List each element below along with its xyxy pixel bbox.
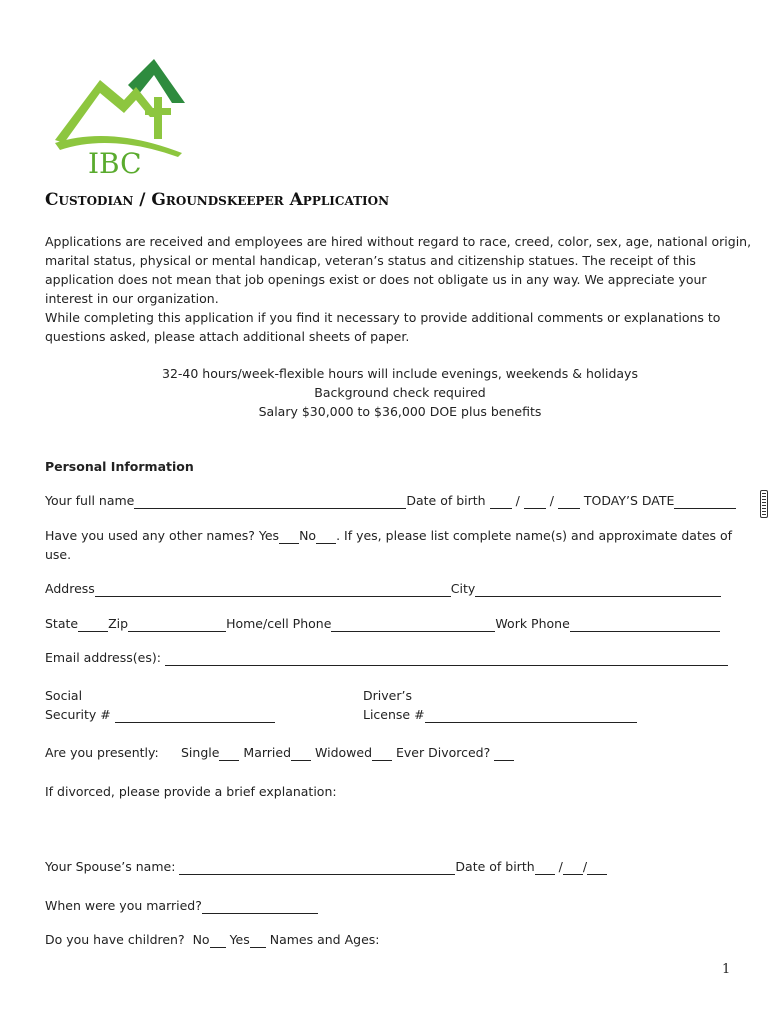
home-phone-label: Home/cell Phone — [226, 616, 332, 631]
state-field[interactable] — [78, 617, 108, 632]
married-when-field[interactable] — [202, 899, 318, 914]
drivers-row — [363, 707, 637, 723]
today-label: TODAY’S DATE — [583, 493, 675, 508]
today-date-field[interactable] — [674, 494, 736, 509]
divorced-explanation-label: If divorced, please provide a brief explanation: — [45, 784, 337, 799]
social-label-2: Security # — [45, 707, 111, 722]
social-row — [45, 707, 275, 723]
spouse-dob-year-field[interactable] — [587, 860, 607, 875]
email-field[interactable] — [165, 651, 728, 666]
spouse-name-field[interactable] — [179, 860, 455, 875]
full-name-field[interactable] — [134, 494, 406, 509]
married-when-label: When were you married? — [45, 898, 202, 913]
intro-paragraph-2: While completing this application if you find it necessary to provide additional comments or explanations to questions asked, please attach additional sheets of paper. — [45, 310, 721, 344]
widowed-label: Widowed — [315, 745, 373, 760]
divorced-label: Ever Divorced? — [396, 745, 491, 760]
children-no-label: No — [192, 932, 210, 947]
zip-field[interactable] — [128, 617, 226, 632]
logo-text: IBC — [88, 147, 142, 180]
other-names-rest: . If yes, please list complete name(s) and approximate dates of — [336, 528, 733, 543]
other-names-no-label: No — [299, 528, 317, 543]
full-name-row: Your full name Date of birth / / TODAY’S DATE — [45, 493, 736, 509]
job-hours: 32-40 hours/week-flexible hours will include evenings, weekends & holidays — [162, 366, 638, 381]
home-phone-field[interactable] — [331, 617, 495, 632]
job-salary: Salary $30,000 to $36,000 DOE plus benefits — [258, 404, 542, 419]
spouse-dob-day-field[interactable] — [563, 860, 583, 875]
married-when-row — [45, 898, 318, 914]
other-names-no-field[interactable] — [316, 529, 336, 544]
names-ages-label: Names and Ages: — [269, 932, 380, 947]
dob-year-field[interactable] — [558, 494, 580, 509]
cross-vertical — [154, 97, 162, 139]
ibc-logo — [50, 55, 190, 180]
city-field[interactable] — [475, 582, 721, 597]
children-yes-field[interactable] — [250, 933, 266, 948]
children-label: Do you have children? — [45, 932, 185, 947]
address-field[interactable] — [95, 582, 451, 597]
widowed-field[interactable] — [372, 746, 392, 761]
section-personal-info: Personal Information — [45, 459, 194, 474]
single-field[interactable] — [219, 746, 239, 761]
other-names-question: Have you used any other names? Yes — [45, 528, 280, 543]
marital-options — [181, 745, 514, 761]
job-background: Background check required — [314, 385, 486, 400]
spouse-label: Your Spouse’s name: — [45, 859, 176, 874]
dob-month-field[interactable] — [490, 494, 512, 509]
single-label: Single — [181, 745, 220, 760]
city-label: City — [450, 581, 476, 596]
drivers-label-2: License # — [363, 707, 425, 722]
other-names-rest-2: use. — [45, 547, 72, 562]
marital-row — [45, 745, 159, 760]
dob-label: Date of birth — [406, 493, 486, 508]
drivers-label-1: Driver’s — [363, 688, 412, 703]
work-phone-label: Work Phone — [495, 616, 570, 631]
work-phone-field[interactable] — [570, 617, 720, 632]
social-security-field[interactable] — [115, 708, 275, 723]
children-row — [45, 932, 380, 948]
page-number: 1 — [722, 962, 731, 977]
address-label: Address — [45, 581, 95, 596]
cross-horizontal — [145, 108, 171, 115]
page-title: Custodian / Groundskeeper Application — [45, 190, 390, 210]
state-label: State — [45, 616, 79, 631]
children-no-field[interactable] — [210, 933, 226, 948]
scroll-handle[interactable] — [760, 490, 768, 518]
married-field[interactable] — [291, 746, 311, 761]
spouse-dob-label: Date of birth — [455, 859, 535, 874]
mountain-light — [55, 80, 160, 143]
presently-label: Are you presently: — [45, 745, 159, 760]
children-yes-label: Yes — [229, 932, 250, 947]
spouse-row: Your Spouse’s name: Date of birth / / — [45, 859, 607, 875]
other-names-yes-field[interactable] — [279, 529, 299, 544]
married-label: Married — [243, 745, 292, 760]
dob-day-field[interactable] — [524, 494, 546, 509]
zip-label: Zip — [108, 616, 129, 631]
other-names-row — [45, 528, 732, 544]
spouse-dob-month-field[interactable] — [535, 860, 555, 875]
drivers-license-field[interactable] — [425, 708, 637, 723]
divorced-field[interactable] — [494, 746, 514, 761]
full-name-label: Your full name — [45, 493, 135, 508]
email-label: Email address(es): — [45, 650, 161, 665]
state-phone-row — [45, 616, 720, 632]
email-row — [45, 650, 728, 666]
social-label-1: Social — [45, 688, 83, 703]
intro-paragraph: Applications are received and employees are hired without regard to race, creed, color, sex, age, national origin, marital status, physical or mental handicap, veteran’s status and citizenship statues. The receipt of this application does not mean that job openings exist or does not obligate us in any way. We appreciate your interest in our organization. — [45, 234, 752, 306]
address-row — [45, 581, 721, 597]
